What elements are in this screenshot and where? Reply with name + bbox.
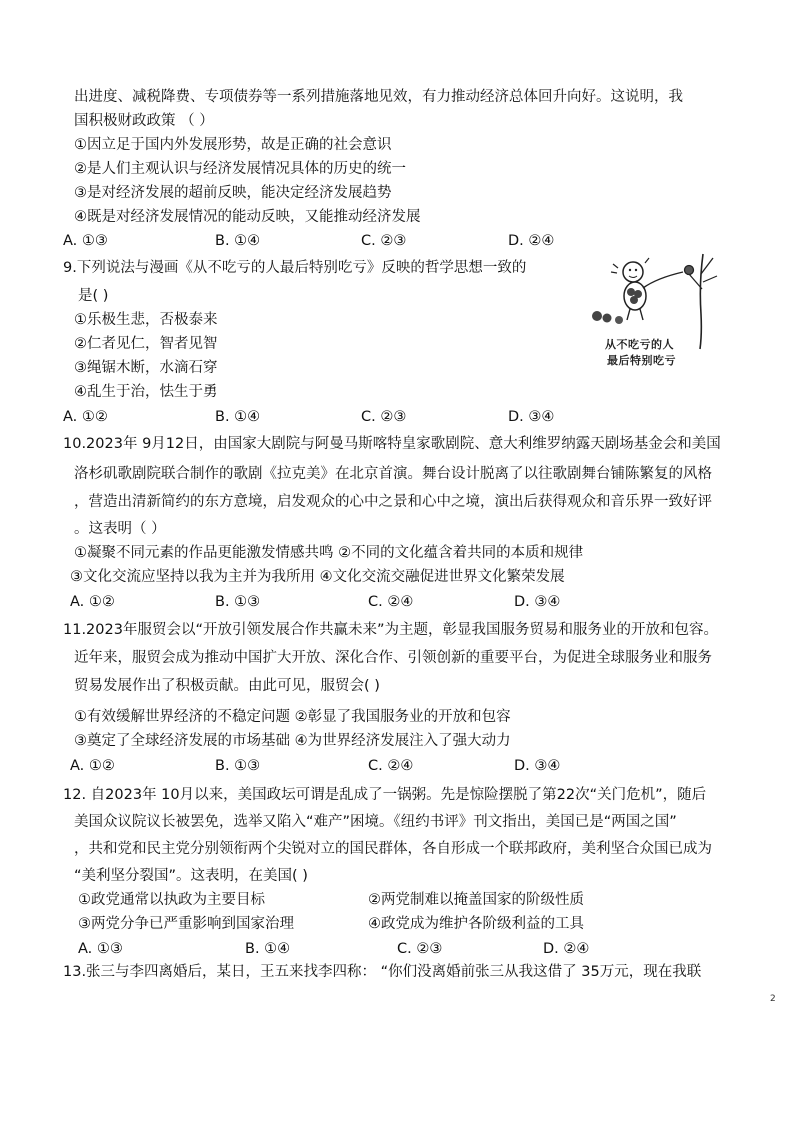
q8-option-a: A. ①③ [63,233,108,249]
q12-stem-line2: 美国众议院议长被罢免，选举又陷入“难产”困境。《纽约书评》刊文指出，美国已是“两国之国” [74,814,677,830]
q10-stem-line2: 洛杉矶歌剧院联合制作的歌剧《拉克美》在北京首演。舞台设计脱离了以往歌剧舞台铺陈繁复的风格 [74,466,712,482]
q10-option-c: C. ②④ [368,594,414,610]
q11-stem-line3: 贸易发展作出了积极贡献。由此可见，服贸会( ) [74,678,380,694]
q9-stem-line1: 9.下列说法与漫画《从不吃亏的人最后特别吃亏》反映的哲学思想一致的 [63,260,527,276]
q8-option-b: B. ①④ [215,233,261,249]
cartoon-caption-line1: 从不吃亏的人 [605,338,674,351]
q8-option-c: C. ②③ [361,233,407,249]
q12-statement-4: ④政党成为维护各阶级利益的工具 [368,916,584,932]
q11-stem-line1: 11.2023年服贸会以“开放引领发展合作共赢未来”为主题，彰显我国服务贸易和服务业的开放和包容。 [63,622,718,638]
q12-option-a: A. ①③ [78,941,123,957]
q12-statement-3: ③两党分争已严重影响到国家治理 [78,916,294,932]
q9-statement-2: ②仁者见仁，智者见智 [74,336,218,352]
q11-statements-3-4: ③奠定了全球经济发展的市场基础 ④为世界经济发展注入了强大动力 [74,733,511,749]
q9-option-d: D. ③④ [508,409,555,425]
q9-stem-line2: 是( ) [78,288,109,304]
q10-stem-line4: 。这表明（ ） [74,521,166,537]
q8-stem-line2: 国积极财政政策 （ ） [74,113,214,129]
q9-option-c: C. ②③ [361,409,407,425]
q10-statements-1-2: ①凝聚不同元素的作品更能激发情感共鸣 ②不同的文化蕴含着共同的本质和规律 [74,545,584,561]
q10-option-a: A. ①② [70,594,115,610]
q8-statement-4: ④既是对经济发展情况的能动反映，又能推动经济发展 [74,209,421,225]
cartoon-figure [585,244,720,374]
q9-statement-3: ③绳锯木断，水滴石穿 [74,360,218,376]
q12-option-d: D. ②④ [543,941,590,957]
q11-option-c: C. ②④ [368,758,414,774]
q10-stem-line3: ，营造出清新简约的东方意境，启发观众的心中之景和心中之境，演出后获得观众和音乐界一致好评 [74,494,712,510]
q12-stem-line4: “美利坚分裂国”。这表明，在美国( ) [74,868,308,884]
q8-stem-line1: 出进度、减税降费、专项债券等一系列措施落地见效，有力推动经济总体回升向好。这说明，我 [74,89,683,105]
q11-option-d: D. ③④ [514,758,561,774]
q11-option-a: A. ①② [70,758,115,774]
q12-option-c: C. ②③ [397,941,443,957]
page-number: 2 [770,994,776,1004]
q10-stem-line1: 10.2023年 9月12日，由国家大剧院与阿曼马斯喀特皇家歌剧院、意大利维罗纳露天剧场基金会和美国 [63,436,721,452]
q12-statement-2: ②两党制难以掩盖国家的阶级性质 [368,892,584,908]
q9-option-a: A. ①② [63,409,108,425]
q10-option-b: B. ①③ [215,594,261,610]
q12-option-b: B. ①④ [245,941,291,957]
q10-statements-3-4: ③文化交流应坚持以我为主并为我所用 ④文化交流交融促进世界文化繁荣发展 [70,569,565,585]
q11-stem-line2: 近年来，服贸会成为推动中国扩大开放、深化合作、引领创新的重要平台，为促进全球服务业和服务 [74,650,712,666]
q11-option-b: B. ①③ [215,758,261,774]
q9-statement-1: ①乐极生悲，否极泰来 [74,312,218,328]
q9-statement-4: ④乱生于治，怯生于勇 [74,384,218,400]
q12-stem-line1: 12. 自2023年 10月以来，美国政坛可谓是乱成了一锅粥。先是惊险摆脱了第22次“关门危机”，随后 [63,787,707,803]
q8-statement-2: ②是人们主观认识与经济发展情况具体的历史的统一 [74,161,406,177]
q12-stem-line3: ，共和党和民主党分别领衔两个尖锐对立的国民群体，各自形成一个联邦政府，美利坚合众国已成为 [74,841,712,857]
q12-statement-1: ①政党通常以执政为主要目标 [78,892,265,908]
cartoon-caption-line2: 最后特别吃亏 [607,354,676,367]
q8-statement-1: ①因立足于国内外发展形势，故是正确的社会意识 [74,137,392,153]
q8-option-d: D. ②④ [508,233,555,249]
q10-option-d: D. ③④ [514,594,561,610]
q11-statements-1-2: ①有效缓解世界经济的不稳定问题 ②彰显了我国服务业的开放和包容 [74,709,511,725]
q13-stem-line1: 13.张三与李四离婚后，某日，王五来找李四称： “你们没离婚前张三从我这借了 35万元，现在我联 [63,964,702,980]
q8-statement-3: ③是对经济发展的超前反映，能决定经济发展趋势 [74,185,392,201]
q9-option-b: B. ①④ [215,409,261,425]
